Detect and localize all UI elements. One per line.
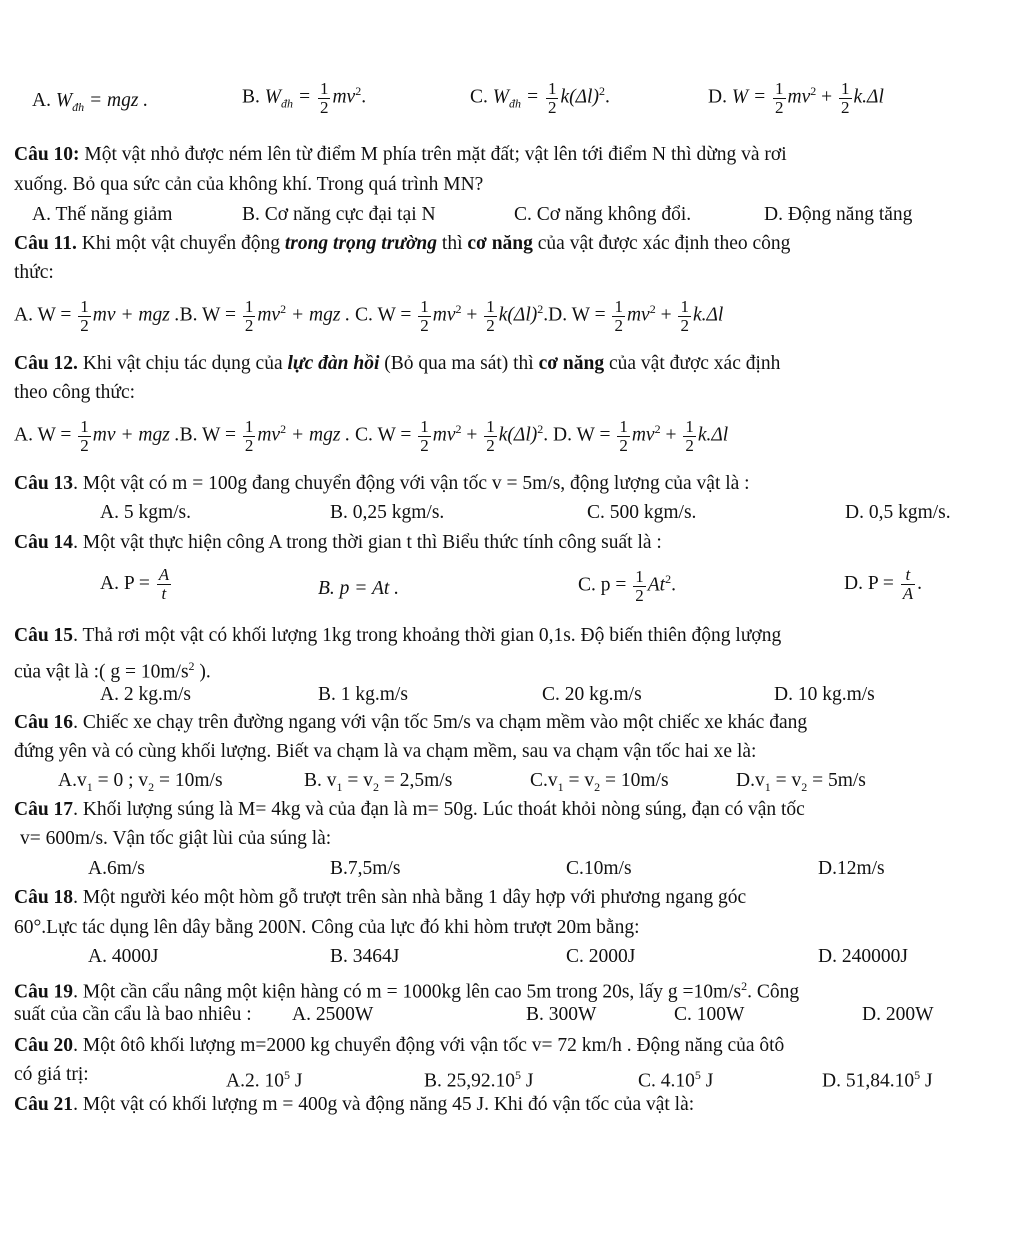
question-label: Câu 16 <box>14 712 74 733</box>
option-b: B. 0,25 kgm/s. <box>330 502 445 523</box>
option-a: A. P = $\frac{A}{t}$ <box>100 565 170 603</box>
option-d: D. 10 kg.m/s <box>774 684 875 705</box>
option-b: B. Cơ năng cực đại tại N <box>242 204 436 225</box>
option-b: B. $v_1 = v_2 = 2,5m/s$ <box>304 770 453 794</box>
question-label: Câu 12. <box>14 353 78 374</box>
option-d: D.12m/s <box>818 858 885 879</box>
option-a: A. 5 kgm/s. <box>100 502 192 523</box>
option-c: C. 500 kgm/s. <box>587 502 697 523</box>
option-d: D. Động năng tăng <box>764 204 913 225</box>
question-label: Câu 13 <box>14 473 74 494</box>
option-c: C. $W_{đh}$ = $\frac{1}{2}$ $k(\Delta l)^2$. <box>470 78 610 117</box>
option-c: C. p = $\frac{1}{2}$ At$^2$. <box>578 566 676 605</box>
option-b: B. 300W <box>526 1004 597 1025</box>
option-d: D. 0,5 kgm/s. <box>845 502 951 523</box>
option-d: D. W = $\frac{1}{2}$ $mv^2$ + $\frac{1}{2}$ k.Δl <box>708 78 884 117</box>
question-label: Câu 20 <box>14 1035 74 1056</box>
question-label: Câu 21 <box>14 1094 74 1115</box>
option-c: C. 4.10$^5$ J <box>638 1068 714 1092</box>
option-a: A. 4000J <box>88 946 159 967</box>
option-a: A.6m/s <box>88 858 145 879</box>
option-d: D. 51,84.10$^5$ J <box>822 1068 933 1092</box>
question-label: Câu 17 <box>14 799 74 820</box>
option-c: C. 100W <box>674 1004 745 1025</box>
question-label: Câu 11. <box>14 233 77 254</box>
option-a: A. 2500W <box>292 1004 374 1025</box>
option-c: $C.v_1 = v_2 = 10m/s$ <box>530 770 669 794</box>
option-b: B.7,5m/s <box>330 858 401 879</box>
option-b: B. $W_{đh}$ = $\frac{1}{2}$ $mv^2$. <box>242 78 367 117</box>
option-d: $D.v_1 = v_2 = 5m/s$ <box>736 770 866 794</box>
option-a: A.2. $10^5$ J <box>226 1068 303 1092</box>
option-b: B. 3464J <box>330 946 400 967</box>
question-label: Câu 18 <box>14 887 74 908</box>
option-b: B. p = At . <box>318 578 400 599</box>
option-c: C.10m/s <box>566 858 632 879</box>
option-c: C. Cơ năng không đổi. <box>514 204 692 225</box>
option-b: B. 1 kg.m/s <box>318 684 408 705</box>
option-b: B. 25,92.10$^5$ J <box>424 1068 534 1092</box>
option-d: D. 200W <box>862 1004 934 1025</box>
option-a: A. Thế năng giảm <box>32 204 173 225</box>
option-a: A. 2 kg.m/s <box>100 684 192 705</box>
question-label: Câu 19 <box>14 981 74 1003</box>
option-a: A. $W_{đh}$ = mgz . <box>32 90 149 114</box>
option-d: D. 240000J <box>818 946 908 967</box>
option-c: C. 20 kg.m/s <box>542 684 642 705</box>
worksheet-page: A. $W_{đh}$ = mgz . B. $W_{đh}$ = $\frac{1}{2}$ $mv^2$. C. $W_{đh}$ = $\frac{1}{2}$ $k(\Delta l)^2$. D. W = $\frac{1}{2}$ $mv^2$ + $\frac{1}{2}$ k.Δl Câu 10: Một vật nhỏ được ném lên từ điểm M phía trên mặt đất; vật lên tới điểm N thì dừng và rơi xuống. Bỏ qua sức cản của không khí. Trong quá trình MN? A. Thế năng giảm B. Cơ năng cực đại tại N C. Cơ năng không đổi. D. Động năng tăng Câu 11. Khi một vật chuyển động trong trọng trường thì cơ năng của vật được xác định theo công thức: A. W = $\frac{1}{2}$ mv + mgz .B. W = $\frac{1}{2}$ $mv^2$ + mgz . C. W = $\frac{1}{2}$ $mv^2$ + $\frac{1}{2}$ $k(\Delta l)^2.D$. W = $\frac{1}{2}$ $mv^2$ + $\frac{1}{2}$ k.Δl Câu 12. Khi vật chịu tác dụng của lực đàn hồi (Bỏ qua ma sát) thì cơ năng của vật được xác định theo công thức: A. W = $\frac{1}{2}$ mv + mgz .B. W = $\frac{1}{2}$ $mv^2$ + mgz . C. W = $\frac{1}{2}$ $mv^2$ + $\frac{1}{2}$ $k(\Delta l)^2$. D. W = $\frac{1}{2}$ $mv^2$ + $\frac{1}{2}$ k.Δl Câu 13. Một vật có m = 100g đang chuyển động với vận tốc v = 5m/s, động lượng của vật là : A. 5 kgm/s. B. 0,25 kgm/s. C. 500 kgm/s. D. 0,5 kgm/s. Câu 14. Một vật thực hiện công A trong thời gian t thì Biểu thức tính công suất là : A. P = $\frac{A}{t}$ B. p = At . C. p = $\frac{1}{2}$ At$^2$. D. P = $\frac{t}{A}$ . Câu 15. Thả rơi một vật có khối lượng 1kg trong khoảng thời gian 0,1s. Độ biến thiên động lượng của vật là :( $g = 10m/s^2$ ). A. 2 kg.m/s B. 1 kg.m/s C. 20 kg.m/s D. 10 kg.m/s Câu 16. Chiếc xe chạy trên đường ngang với vận tốc 5m/s va chạm mềm vào một chiếc xe khác đang đứng yên và có cùng khối lượng. Biết va chạm là va chạm mềm, sau va chạm vận tốc hai xe là: $A.v_1 = 0$ ; $v_2 = 10m/s$ B. $v_1 = v_2 = 2,5m/s$ $C.v_1 = v_2 = 10m/s$ $D.v_1 = v_2 = 5m/s$ Câu 17. Khối lượng súng là M= 4kg và của đạn là m= 50g. Lúc thoát khỏi nòng súng, đạn có vận tốc v= 600m/s. Vận tốc giật lùi của súng là: A.6m/s B.7,5m/s C.10m/s D.12m/s Câu 18. Một người kéo một hòm gỗ trượt trên sàn nhà bằng 1 dây hợp với phương ngang góc 60°.Lực tác dụng lên dây bằng 200N. Công của lực đó khi hòm trượt 20m bằng: A. 4000J B. 3464J C. 2000J D. 240000J Câu 19. Một cần cẩu nâng một kiện hàng có m = 1000kg lên cao 5m trong 20s, lấy $g =10m/s^2$. Công suất của cần cẩu là bao nhiêu : A. 2500W B. 300W C. 100W D. 200W Câu 20. Một ôtô khối lượng m=2000 kg chuyển động với vận tốc v= 72 km/h . Động năng của ôtô có giá trị: A.2. $10^5$ J B. 25,92.10$^5$ J C. 4.10$^5$ J D. 51,84.10$^5$ J Câu 21. Một vật có khối lượng m = 400g và động năng 45 J. Khi đó vận tốc của vật là: <box>14 78 951 1115</box>
question-label: Câu 10: <box>14 144 80 165</box>
option-c: C. 2000J <box>566 946 636 967</box>
option-d: D. P = $\frac{t}{A}$ . <box>844 565 922 603</box>
question-label: Câu 15 <box>14 625 74 646</box>
option-a: $A.v_1 = 0$ ; $v_2 = 10m/s$ <box>58 770 223 794</box>
question-label: Câu 14 <box>14 532 74 553</box>
